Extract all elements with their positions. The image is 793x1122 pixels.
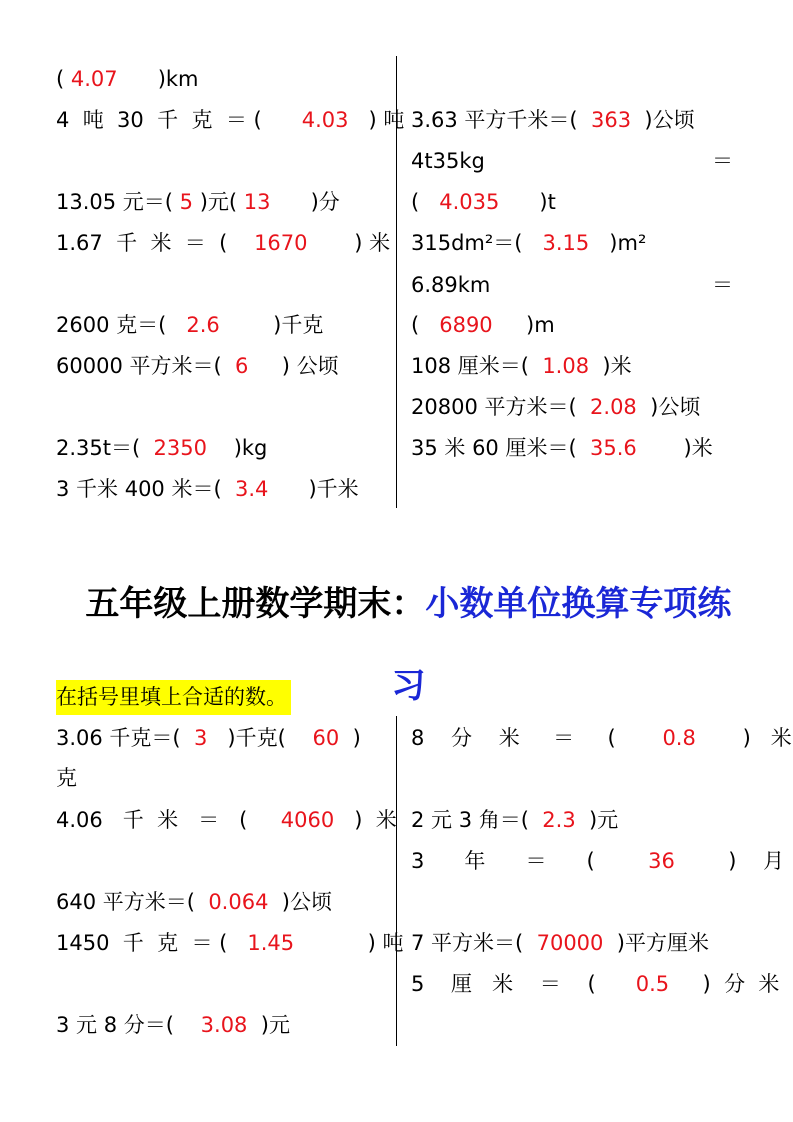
question-text: ( (411, 190, 440, 214)
title-black-part: 五年级上册数学期末： (85, 584, 426, 624)
question-text: )千克 (219, 313, 324, 337)
exercise-line (56, 474, 359, 504)
answer-value: 36 (648, 849, 675, 873)
title-blue-part-2: 习 (391, 666, 426, 706)
question-text: 3 元 8 分＝( (56, 1013, 201, 1037)
exercise-line (56, 228, 390, 258)
question-text: )m (492, 313, 555, 337)
question-text: 6.89km (411, 273, 491, 297)
answer-value: 2.08 (590, 395, 637, 419)
answer-value: 1.45 (247, 931, 295, 955)
question-text: 4 吨 30 千 克 ＝ ( (56, 108, 302, 132)
answer-value: 60 (312, 726, 340, 750)
question-text: )米 (636, 436, 713, 460)
question-text: )元 (575, 808, 619, 832)
question-text: 7 平方米＝( (411, 931, 537, 955)
answer-value: 6 (235, 354, 249, 378)
exercise-line (411, 433, 713, 463)
question-text: 克 (56, 766, 77, 790)
question-text: )公顷 (268, 890, 332, 914)
exercise-line (411, 146, 485, 176)
exercise-line (411, 928, 709, 958)
exercise-line (56, 351, 339, 381)
instruction-banner: 在括号里填上合适的数。 (56, 680, 291, 715)
question-text: )kg (207, 436, 268, 460)
question-text: 3.06 千克＝( (56, 726, 194, 750)
question-text: ) 公顷 (248, 354, 339, 378)
equals-sign: ＝ (712, 149, 733, 173)
exercise-line (411, 351, 632, 381)
question-text: ( (56, 67, 71, 91)
answer-value: 2350 (153, 436, 207, 460)
question-text: )m² (589, 231, 647, 255)
question-text: ) 月 (674, 849, 785, 873)
exercise-line (411, 392, 700, 422)
exercise-line (56, 1010, 290, 1040)
exercise-line (56, 64, 199, 94)
answer-value: 5 (179, 190, 194, 214)
question-text: ) 吨 (348, 108, 405, 132)
exercise-line (411, 105, 695, 135)
question-text: )元 (247, 1013, 290, 1037)
question-text: )米 (589, 354, 632, 378)
answer-value: 0.5 (635, 972, 670, 996)
answer-value: 4060 (280, 808, 335, 832)
question-text: )分 (270, 190, 340, 214)
equals-sign: ＝ (712, 273, 733, 297)
question-text: 1450 千 克 ＝ ( (56, 931, 248, 955)
question-text: )千米 (268, 477, 359, 501)
question-text: )t (499, 190, 556, 214)
question-text: 3 年 ＝ ( (411, 849, 649, 873)
question-text: 13.05 元＝( (56, 190, 180, 214)
exercise-line (56, 928, 403, 958)
question-text: 2600 克＝( (56, 313, 187, 337)
exercise-line (56, 433, 267, 463)
title-blue-part: 小数单位换算专项练 (425, 584, 732, 624)
exercise-line (56, 805, 397, 835)
bottom-column-divider (396, 716, 397, 1046)
exercise-line (411, 187, 556, 217)
question-text: 4t35kg (411, 149, 485, 173)
question-text: ) 米 (695, 726, 792, 750)
question-text: 3 千米 400 米＝( (56, 477, 236, 501)
answer-value: 2.3 (542, 808, 576, 832)
answer-value: 0.8 (662, 726, 696, 750)
question-text: 2 元 3 角＝( (411, 808, 543, 832)
page-title (0, 536, 793, 625)
question-text: 35 米 60 厘米＝( (411, 436, 591, 460)
answer-value: 3.08 (200, 1013, 248, 1037)
question-text: ) 米 (334, 808, 397, 832)
answer-value: 70000 (536, 931, 604, 955)
answer-value: 4.07 (70, 67, 118, 91)
question-text: ( (411, 313, 440, 337)
exercise-line (56, 887, 332, 917)
exercise-line (411, 228, 646, 258)
question-text: 5 厘 米 ＝ ( (411, 972, 636, 996)
answer-value: 1670 (254, 231, 308, 255)
question-text: )km (117, 67, 199, 91)
answer-value: 0.064 (208, 890, 269, 914)
exercise-line (411, 310, 555, 340)
exercise-line (56, 310, 323, 340)
question-text: )平方厘米 (603, 931, 709, 955)
exercise-line (411, 270, 490, 300)
answer-value: 2.6 (186, 313, 220, 337)
question-text: )公顷 (636, 395, 701, 419)
exercise-line (56, 723, 361, 753)
exercise-line (411, 805, 618, 835)
answer-value: 3.4 (235, 477, 269, 501)
exercise-line (411, 846, 784, 876)
question-text: )元( (193, 190, 244, 214)
answer-value: 1.08 (542, 354, 590, 378)
question-text: 8 分 米 ＝ ( (411, 726, 663, 750)
exercise-line (56, 105, 404, 135)
question-text: 4.06 千 米 ＝ ( (56, 808, 281, 832)
answer-value: 3 (193, 726, 208, 750)
question-text: )公顷 (631, 108, 695, 132)
question-text: 3.63 平方千米＝( (411, 108, 591, 132)
question-text: ) 米 (307, 231, 391, 255)
question-text: 108 厘米＝( (411, 354, 543, 378)
exercise-line (411, 723, 792, 753)
question-text: 2.35t＝( (56, 436, 154, 460)
question-text: )千克( (207, 726, 313, 750)
exercise-line (56, 187, 340, 217)
exercise-line (56, 763, 77, 793)
answer-value: 4.03 (301, 108, 349, 132)
answer-value: 6890 (439, 313, 493, 337)
question-text: 1.67 千 米 ＝ ( (56, 231, 255, 255)
answer-value: 4.035 (439, 190, 500, 214)
answer-value: 13 (243, 190, 271, 214)
question-text: 60000 平方米＝( (56, 354, 236, 378)
question-text: ) (339, 726, 361, 750)
question-text: ) 吨 (294, 931, 404, 955)
question-text: ) 分 米 (669, 972, 780, 996)
question-text: 20800 平方米＝( (411, 395, 591, 419)
answer-value: 3.15 (542, 231, 590, 255)
exercise-line (411, 969, 779, 999)
question-text: 640 平方米＝( (56, 890, 209, 914)
answer-value: 363 (590, 108, 632, 132)
answer-value: 35.6 (590, 436, 637, 460)
question-text: 315dm²＝( (411, 231, 543, 255)
